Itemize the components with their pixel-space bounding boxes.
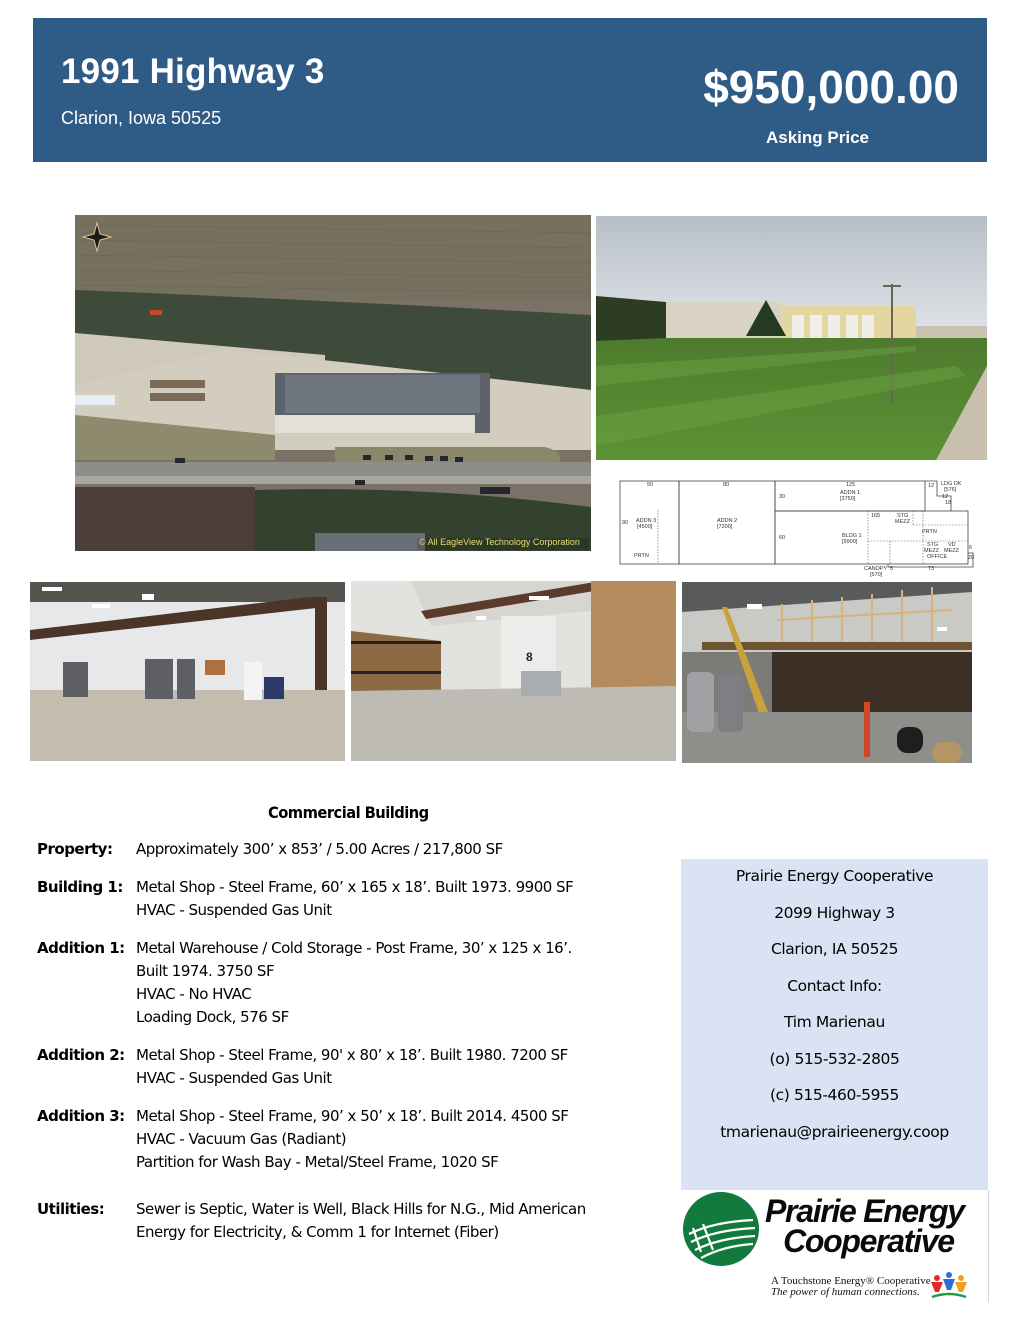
fp-label: 165 [871, 513, 881, 519]
spec-label: Property: [37, 840, 113, 858]
spec-label: Addition 1: [37, 939, 125, 957]
spec-label: Addition 3: [37, 1107, 125, 1125]
asking-price-label: Asking Price [766, 128, 869, 147]
logo-slogan: The power of human connections. [771, 1286, 920, 1298]
fp-label: 12 [942, 494, 949, 500]
contact-org: Prairie Energy Cooperative [735, 867, 934, 885]
fp-label: [4500] [637, 524, 653, 530]
fp-label: 125 [846, 482, 856, 488]
spec-value: Metal Warehouse / Cold Storage - Post Frame, 30’ x 125 x 16’. [136, 939, 572, 957]
contact-city: Clarion, IA 50525 [770, 940, 899, 958]
spec-value: HVAC - Suspended Gas Unit [136, 901, 332, 919]
fp-label: 30 [779, 494, 786, 500]
aerial-photo [75, 215, 591, 551]
fp-label: PRTN [922, 529, 937, 535]
fp-label: [570] [870, 572, 883, 578]
contact-box [681, 859, 988, 1190]
fp-label: 20 [968, 555, 975, 561]
fp-label: LDG DK [941, 481, 962, 487]
fp-label: [7200] [717, 524, 733, 530]
fp-label: 73 [928, 566, 935, 572]
interior-photo-shop [30, 582, 345, 761]
property-address: 1991 Highway 3 [61, 52, 325, 91]
fp-label: BLDG 1 [842, 533, 862, 539]
property-specs [37, 838, 667, 1259]
property-city: Clarion, Iowa 50525 [61, 108, 222, 128]
spec-label: Addition 2: [37, 1046, 125, 1064]
fp-label: 12 [928, 483, 935, 489]
spec-value: Sewer is Septic, Water is Well, Black Hills for N.G., Mid American [136, 1200, 586, 1218]
fp-label: MEZZ [895, 519, 910, 525]
spec-row-property [37, 838, 667, 861]
contact-address: 2099 Highway 3 [774, 903, 895, 922]
logo-tagline: A Touchstone Energy® Cooperative [771, 1275, 931, 1287]
logo-field-icon [683, 1192, 759, 1266]
spec-row-building-1 [37, 876, 667, 922]
spec-label: Utilities: [37, 1200, 105, 1218]
prairie-energy-logo [681, 1190, 989, 1302]
spec-value: Partition for Wash Bay - Metal/Steel Frame, 1020 SF [136, 1153, 499, 1171]
fp-label: CANOPY [864, 566, 888, 572]
spec-value: Approximately 300’ x 853’ / 5.00 Acres / 217,800 SF [136, 840, 503, 858]
fp-label: 5 [890, 566, 894, 572]
asking-price: $950,000.00 [703, 61, 959, 113]
fp-label: [576] [944, 487, 957, 493]
spec-row-addition-2 [37, 1044, 667, 1090]
fp-label: 80 [723, 482, 730, 488]
fp-label: STG [897, 513, 909, 519]
interior-photo-warehouse [351, 581, 676, 761]
bay-door-number: 8 [526, 650, 533, 664]
spec-value: Metal Shop - Steel Frame, 60’ x 165 x 18’. Built 1973. 9900 SF [136, 878, 574, 896]
aerial-copyright: © All EagleView Technology Corporation [419, 537, 580, 547]
spec-value: HVAC - No HVAC [136, 985, 252, 1003]
contact-cell-phone[interactable]: (c) 515-460-5955 [770, 1086, 899, 1104]
contact-heading: Contact Info: [787, 976, 882, 995]
spec-value: Metal Shop - Steel Frame, 90’ x 50’ x 18’. Built 2014. 4500 SF [136, 1107, 569, 1125]
fp-label: 18 [945, 500, 952, 506]
contact-email[interactable]: tmarienau@prairieenergy.coop [720, 1122, 949, 1141]
spec-row-utilities [37, 1198, 667, 1244]
fp-label: PRTN [634, 553, 649, 559]
fp-label: [9900] [842, 539, 858, 545]
floor-plan-diagram [618, 478, 980, 578]
fp-label: [3750] [840, 496, 856, 502]
fp-label: 60 [779, 535, 786, 541]
logo-name-line1: Prairie Energy [765, 1193, 964, 1229]
spec-value: Energy for Electricity, & Comm 1 for Internet (Fiber) [136, 1223, 499, 1241]
logo-name-line2: Cooperative [783, 1223, 954, 1259]
fp-label: VD [948, 542, 956, 548]
spec-value: Loading Dock, 576 SF [136, 1008, 289, 1026]
fp-label: ADDN 1 [840, 490, 861, 496]
touchstone-people-icon [929, 1270, 969, 1300]
fp-label: 90 [622, 520, 629, 526]
fp-label: ADDN 2 [717, 518, 738, 524]
spec-value: HVAC - Vacuum Gas (Radiant) [136, 1130, 347, 1148]
fp-label: MEZZ [924, 548, 939, 554]
listing-header [33, 18, 987, 162]
fp-label: OFFICE [927, 554, 948, 560]
spec-value: Metal Shop - Steel Frame, 90' x 80’ x 18’. Built 1980. 7200 SF [136, 1046, 568, 1064]
fp-label: 50 [647, 482, 654, 488]
contact-office-phone[interactable]: (o) 515-532-2805 [769, 1049, 900, 1068]
spec-value: HVAC - Suspended Gas Unit [136, 1069, 332, 1087]
fp-label: 6 [969, 545, 973, 551]
exterior-photo [596, 216, 987, 460]
fp-label: MEZZ [944, 548, 959, 554]
fp-label: STG [927, 542, 939, 548]
fp-label: ADDN 3 [636, 518, 657, 524]
section-title: Commercial Building [268, 803, 429, 822]
interior-photo-mezzanine [682, 582, 972, 763]
spec-row-addition-3 [37, 1105, 667, 1174]
spec-value: Built 1974. 3750 SF [136, 962, 275, 980]
spec-row-addition-1 [37, 937, 667, 1029]
contact-name: Tim Marienau [784, 1013, 885, 1031]
spec-label: Building 1: [37, 878, 123, 896]
